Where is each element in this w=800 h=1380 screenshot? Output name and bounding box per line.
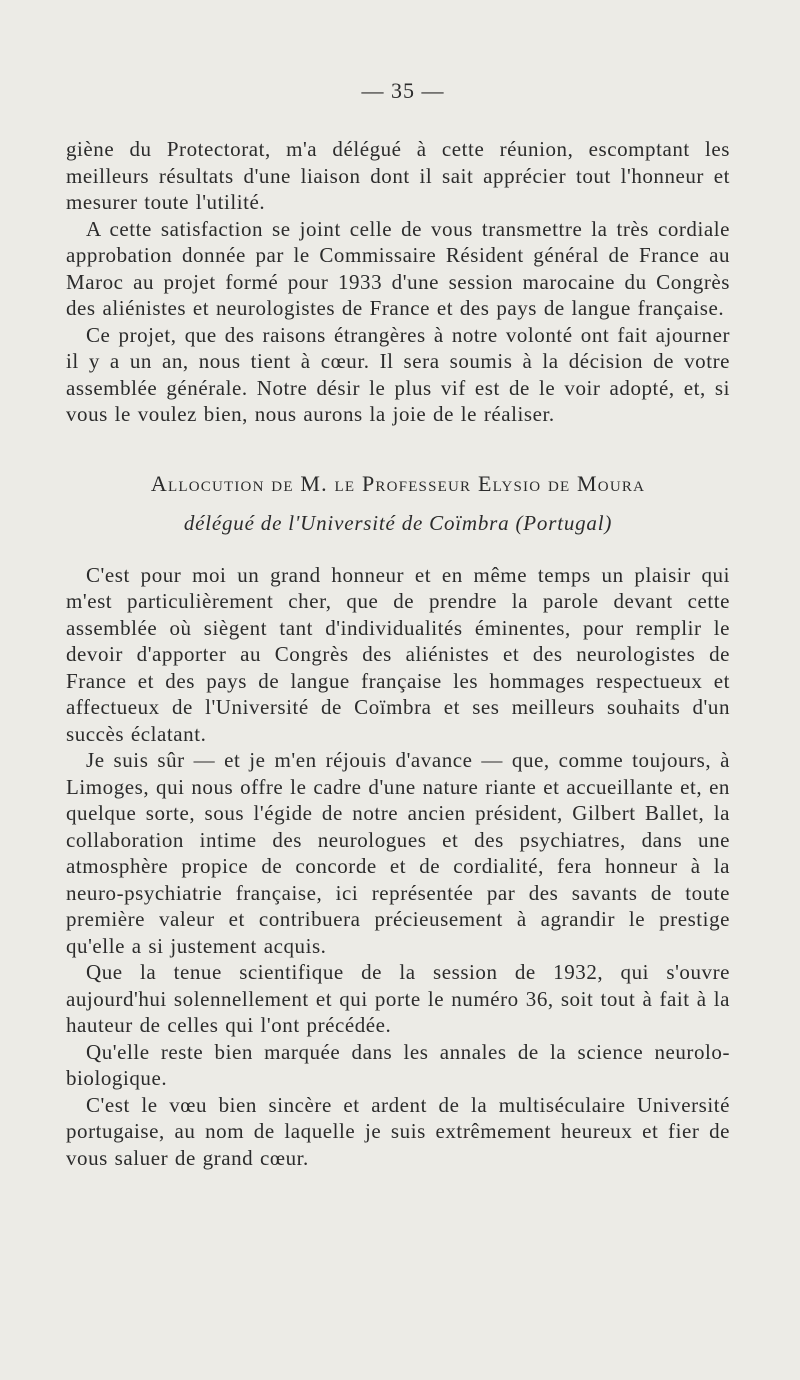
paragraph-voeu: C'est le vœu bien sincère et ardent de la multiséculaire Université portugaise, au nom de laquelle je suis extrêmement heureux et fier de vous saluer de grand cœur. [66, 1092, 730, 1170]
section-subheading: délégué de l'Université de Coïmbra (Portugal) [183, 510, 613, 535]
page-number: — 35 — [361, 78, 445, 103]
document-page [66, 78, 730, 1171]
paragraph-annales: Qu'elle reste bien marquée dans les annales de la science neurolo-biologique. [66, 1039, 730, 1090]
paragraph-project: Ce projet, que des raisons étrangères à notre volonté ont fait ajourner il y a un an, nous tient à cœur. Il sera soumis à la décision de votre assemblée générale. Notre désir le plus vif est de le voir adopté, et, si vous le voulez bien, nous aurons la joie de le réaliser. [66, 322, 730, 426]
paragraph-continuation: giène du Protectorat, m'a délégué à cette réunion, escomptant les meilleurs résultats d'une liaison dont il sait apprécier tout l'honneur et mesurer toute l'utilité. [66, 137, 730, 214]
paragraph-session: Que la tenue scientifique de la session de 1932, qui s'ouvre aujourd'hui solennellement et qui porte le numéro 36, soit tout à fait à la hauteur de celles qui l'ont précédée. [66, 960, 730, 1037]
paragraph-honneur: C'est pour moi un grand honneur et en même temps un plaisir qui m'est particulièrement cher, que de prendre la parole devant cette assemblée où siègent tant d'individualités éminentes, pour remplir le devoir d'apporter au Congrès des aliénistes et des neurologistes de France et des pays de langue française les hommages respectueux et affectueux de l'Université de Coïmbra et ses meilleurs souhaits d'un succès éclatant. [66, 562, 730, 746]
paragraph-limoges: Je suis sûr — et je m'en réjouis d'avance — que, comme toujours, à Limoges, qui nous offre le cadre d'une nature riante et accueillante et, en quelque sorte, sous l'égide de notre ancien président, Gilbert Ballet, la collaboration intime des neurologues et des psychiatres, dans une atmosphère propice de concorde et de cordialité, fera honneur à la neuro-psychiatrie française, ici représentée par des savants de toute première valeur et contribuera précieusement à agrandir le prestige qu'elle a si justement acquis. [66, 748, 730, 958]
section-heading: Allocution de M. le Professeur Elysio de Moura [150, 470, 646, 496]
paragraph-approval: A cette satisfaction se joint celle de vous transmettre la très cordiale approbation donnée par le Commissaire Résident général de France au Maroc au projet formé pour 1933 d'une session marocaine du Congrès des aliénistes et neurologistes de France et des pays de langue française. [66, 216, 730, 320]
